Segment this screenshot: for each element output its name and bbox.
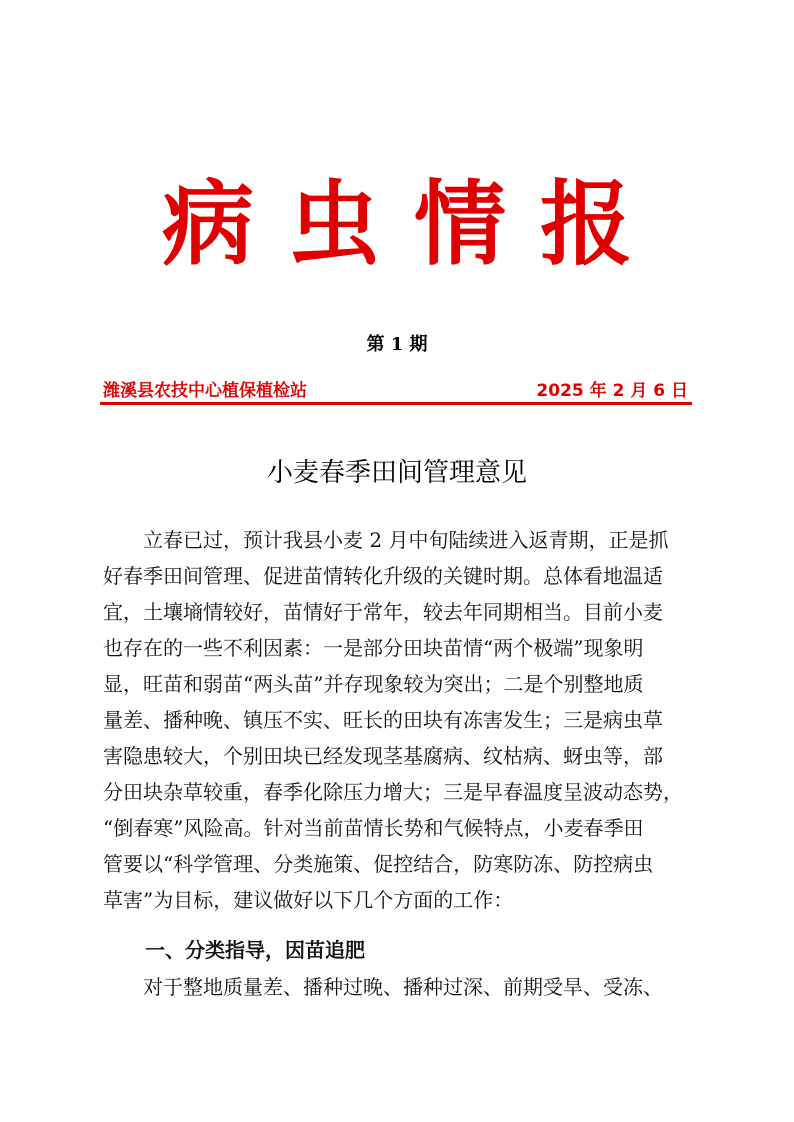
paragraph-line: 立春已过，预计我县小麦 2 月中旬陆续进入返青期，正是抓 (103, 528, 669, 552)
paragraph-line: 分田块杂草较重，春季化除压力增大；三是早春温度呈波动态势， (103, 780, 683, 804)
issuer-line (100, 376, 692, 400)
red-divider (100, 402, 692, 405)
paragraph-line: 宜，土壤墒情较好，苗情好于常年，较去年同期相当。目前小麦 (103, 600, 663, 624)
section-heading: 一、分类指导，因苗追肥 (145, 938, 365, 962)
paragraph-line: 草害”为目标，建议做好以下几个方面的工作： (103, 888, 514, 912)
paragraph-line: 害隐患较大，个别田块已经发现茎基腐病、纹枯病、蚜虫等，部 (103, 744, 663, 768)
masthead-title: 病虫情报 (161, 171, 666, 278)
issue-number: 第 1 期 (366, 334, 428, 355)
article-title: 小麦春季田间管理意见 (266, 458, 527, 488)
issue-date: 2025 年 2 月 6 日 (536, 381, 688, 401)
article-paragraph (103, 522, 693, 918)
paragraph-line: “倒春寒”风险高。针对当前苗情长势和气候特点，小麦春季田 (103, 816, 644, 840)
paragraph-line: 显，旺苗和弱苗“两头苗”并存现象较为突出；二是个别整地质 (103, 672, 644, 696)
paragraph-line: 也存在的一些不利因素：一是部分田块苗情“两个极端”现象明 (103, 636, 644, 660)
paragraph-line: 好春季田间管理、促进苗情转化升级的关键时期。总体看地温适 (103, 564, 663, 588)
paragraph-line: 管要以“科学管理、分类施策、促控结合，防寒防冻、防控病虫 (103, 852, 654, 876)
section-first-line: 对于整地质量差、播种过晚、播种过深、前期受旱、受冻、 (103, 975, 663, 999)
paragraph-line: 量差、播种晚、镇压不实、旺长的田块有冻害发生；三是病虫草 (103, 708, 663, 732)
issuer-organization: 潍溪县农技中心植保植检站 (103, 381, 307, 401)
